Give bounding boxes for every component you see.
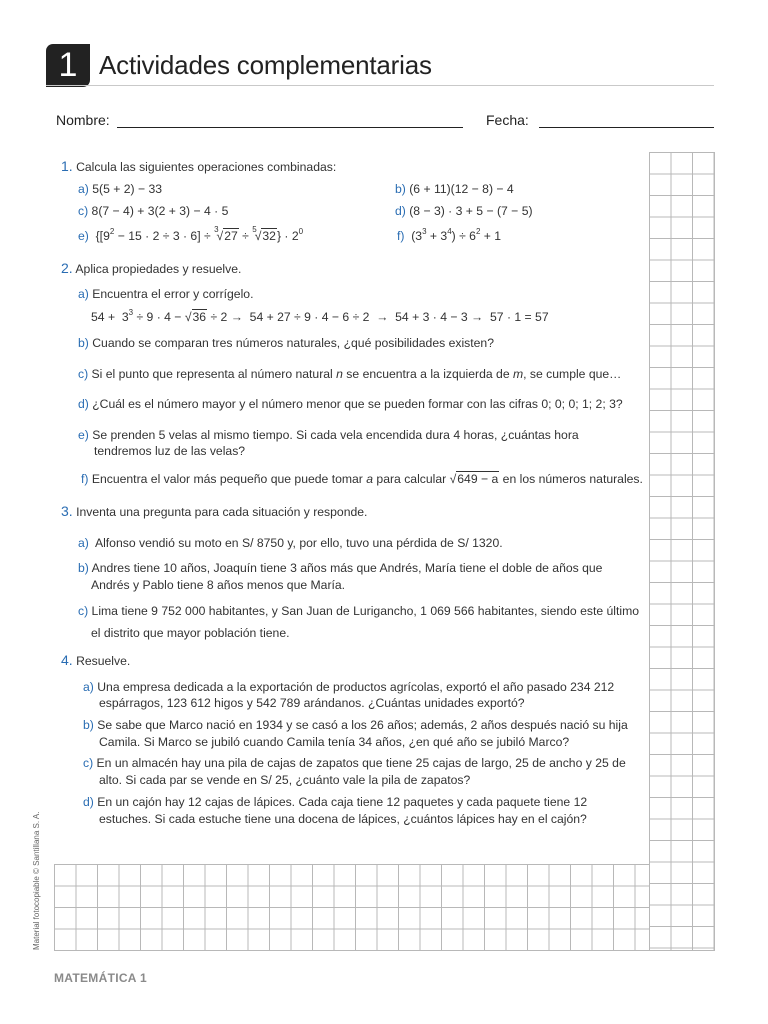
date-field[interactable] [539, 127, 714, 128]
q2-item-e: e) Se prenden 5 velas al mismo tiempo. Si cada vela encendida dura 4 horas, ¿cuántas hora [78, 428, 579, 442]
question-4 [61, 653, 130, 669]
q2-item-c: c) Si el punto que representa al número natural n se encuentra a la izquierda de m, se cumple que… [78, 367, 622, 381]
q1-item-d: d) (8 − 3) · 3 + 5 − (7 − 5) [395, 204, 533, 218]
q1-item-c: c) 8(7 − 4) + 3(2 + 3) − 4 · 5 [78, 204, 229, 218]
q4-item-d-cont: estuches. Si cada estuche tiene una docena de lápices, ¿cuántos lápices hay en el cajón? [99, 812, 587, 826]
q3-item-b: b) Andres tiene 10 años, Joaquín tiene 3 años más que Andrés, María tiene el doble de años que [78, 561, 603, 575]
question-text: Calcula las siguientes operaciones combinadas: [76, 160, 337, 174]
q1-item-a: a) 5(5 + 2) − 33 [78, 182, 163, 196]
q4-item-b-cont: Camila. Si Marco se jubiló cuando Camila tenía 34 años, ¿en qué año se jubiló Marco? [99, 735, 570, 749]
q2-item-e-cont: tendremos luz de las velas? [94, 444, 246, 458]
question-number: 2. [61, 260, 73, 276]
date-label: Fecha: [486, 112, 529, 128]
q4-item-d: d) En un cajón hay 12 cajas de lápices. Cada caja tiene 12 paquetes y cada paquete tiene 12 [83, 795, 588, 809]
question-2 [61, 261, 241, 277]
q1-item-f: f) $(3^3 + 3^4) \div 6^2 + 1$ [397, 227, 502, 243]
q3-item-c: c) Lima tiene 9 752 000 habitantes, y San Juan de Lurigancho, 1 069 566 habitantes, siendo este último [78, 604, 640, 618]
q4-item-a: a) Una empresa dedicada a la exportación de productos agrícolas, exportó el año pasado 234 212 [83, 680, 615, 694]
answer-grid-bottom [54, 864, 649, 951]
question-number: 3. [61, 503, 73, 519]
q4-item-a-cont: espárragos, 123 612 higos y 542 789 arándanos. ¿Cuántas unidades exportó? [99, 696, 525, 710]
question-number: 1. [61, 158, 73, 174]
q3-item-a: a) Alfonso vendió su moto en S/ 8750 y, por ello, tuvo una pérdida de S/ 1320. [78, 536, 503, 550]
q2-item-f: f) Encuentra el valor más pequeño que puede tomar a para calcular √649 − a en los números naturales. [81, 472, 643, 486]
q3-item-b-cont: Andrés y Pablo tiene 8 años menos que María. [91, 578, 346, 592]
copyright-note: Material fotocopiable © Santillana S. A. [32, 811, 41, 950]
answer-grid-right [649, 152, 715, 951]
question-number: 4. [61, 652, 73, 668]
q1-item-b: b) (6 + 11)(12 − 8) − 4 [395, 182, 514, 196]
q3-item-c-cont: el distrito que mayor población tiene. [91, 626, 290, 640]
q2-item-b: b) Cuando se comparan tres números naturales, ¿qué posibilidades existen? [78, 336, 494, 350]
q4-item-b: b) Se sabe que Marco nació en 1934 y se casó a los 26 años; además, 2 años después nació su hija [83, 718, 628, 732]
question-3 [61, 504, 367, 520]
question-text: Resuelve. [76, 654, 131, 668]
footer-subject: MATEMÁTICA 1 [54, 971, 147, 985]
q2-item-d: d) ¿Cuál es el número mayor y el número menor que se pueden formar con las cifras 0; 0; 0; 1; 2; 3? [78, 397, 623, 411]
q2-expression: $54 + 3^3 \div 9 \cdot 4 - √36 \div 2 \to 54 + 27 \div 9 \cdot 4 - 6 \div 2 \to 54 + 3 \cdot 4 - 3 \to 57 \cdot 1 = 57$ [91, 308, 549, 324]
name-field[interactable] [117, 127, 463, 128]
q2-item-a: a) Encuentra el error y corrígelo. [78, 287, 254, 301]
q4-item-c: c) En un almacén hay una pila de cajas de zapatos que tiene 25 cajas de largo, 25 de ancho y 25 de [83, 756, 626, 770]
unit-number-badge: 1 [46, 44, 90, 87]
page-title: Actividades complementarias [99, 50, 432, 80]
question-text: Aplica propiedades y resuelve. [75, 262, 242, 276]
title-divider [46, 85, 714, 86]
q1-item-e: e) $\{[9^2 - 15 \cdot 2 \div 3 \cdot 6] \div ^3√27 \div ^5√32\} \cdot 2^0$ [78, 225, 304, 243]
question-1 [61, 159, 336, 175]
name-label: Nombre: [56, 112, 110, 128]
question-text: Inventa una pregunta para cada situación y responde. [76, 505, 368, 519]
q4-item-c-cont: alto. Si cada par se vende en S/ 25, ¿cuánto vale la pila de zapatos? [99, 773, 471, 787]
